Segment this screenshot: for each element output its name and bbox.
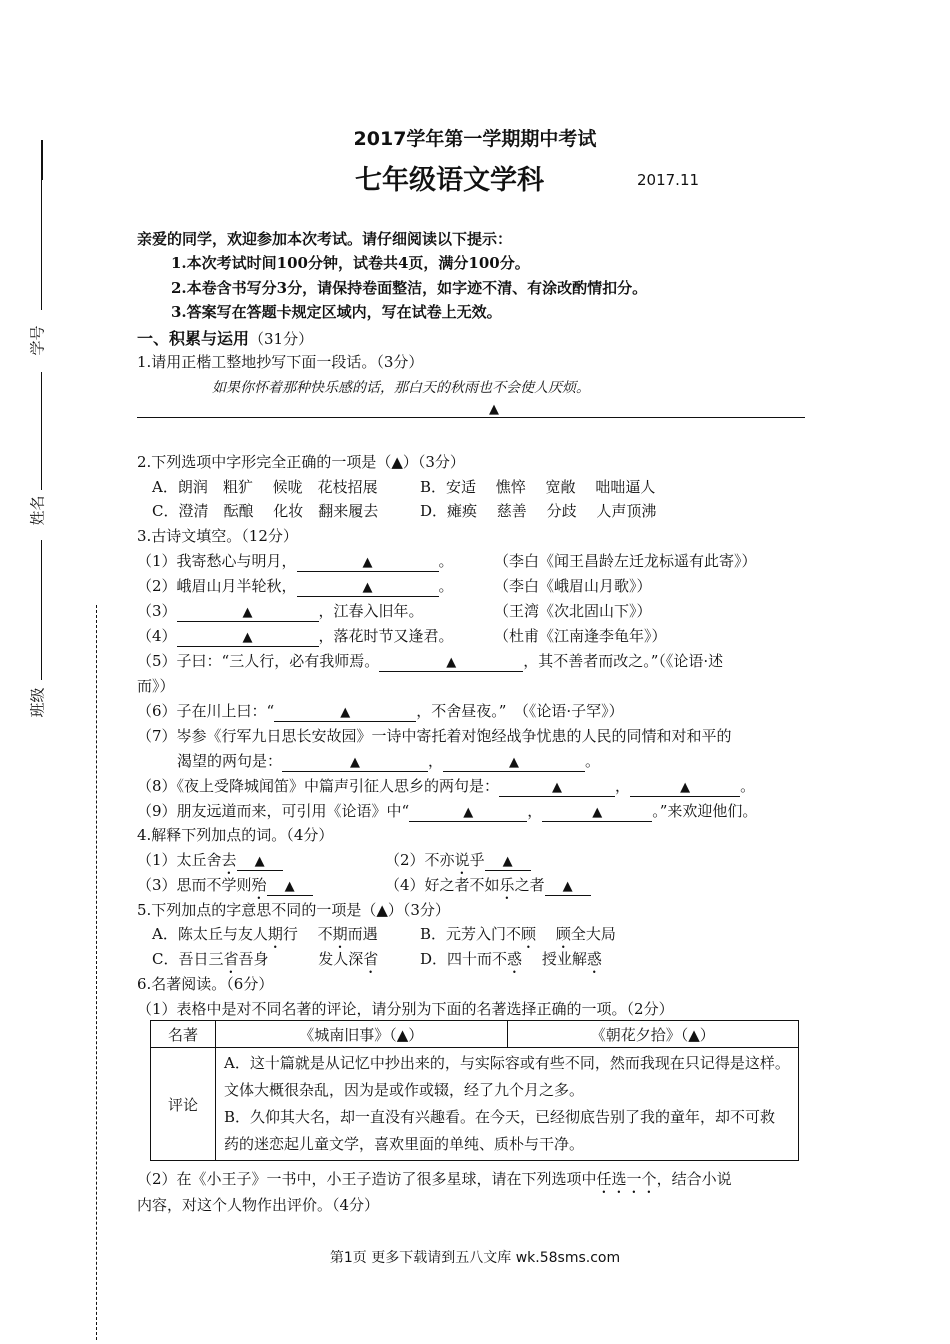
notice-item-1: 1.本次考试时间100分钟，试卷共4页，满分100分。 <box>171 254 530 272</box>
q5-a-1: A．陈太丘与友人 <box>152 925 268 943</box>
q4-item-4-text: （4）好之者不如 <box>385 876 500 894</box>
q3-blank-1 <box>297 553 439 572</box>
q5-d-1: D．四十而不 <box>420 950 508 968</box>
q4-item-2-text-b: 乎 <box>469 851 485 869</box>
q5-b-3: 全大局 <box>570 925 616 943</box>
table-review-cell <box>216 1048 799 1161</box>
binding-dashed-line <box>96 605 97 1340</box>
q4-blank-3-marker: ▲ <box>284 879 295 894</box>
q3-item-1-period: 。 <box>438 552 454 570</box>
q3-blank-1-marker: ▲ <box>362 555 373 570</box>
q5-prompt: 5.下列加点的字意思不同的一项是（▲）（3分） <box>137 901 450 919</box>
q4-item-3-text: （3）思而不学则 <box>137 876 252 894</box>
q3-item-2 <box>137 575 454 597</box>
q3-item-7-comma: ， <box>428 752 444 770</box>
q5-d-dot-1: 惑 <box>507 950 523 968</box>
q6-sub2-text-a: （2）在《小王子》一书中，小王子造访了很多星球，请在下列选项中 <box>137 1170 597 1188</box>
q3-blank-4 <box>177 628 319 647</box>
q5-b-2 <box>536 925 556 943</box>
q3-item-4-text: ，落花时节又逢君。 <box>318 627 454 645</box>
q3-item-5-text-a: （5）子曰：“三人行，必有我师焉。 <box>137 652 380 670</box>
q1-answer-line <box>137 417 805 418</box>
notice-item-3: 3.答案写在答题卡规定区域内，写在试卷上无效。 <box>171 303 502 321</box>
table-row-label: 评论 <box>151 1048 216 1161</box>
q3-item-9-comma: ， <box>527 802 543 820</box>
margin-line-xingming <box>41 372 42 490</box>
q3-blank-8a <box>499 778 615 797</box>
table-header-chengnan: 《城南旧事》（▲） <box>216 1021 508 1048</box>
exam-date: 2017.11 <box>637 171 700 189</box>
q3-item-5 <box>137 650 723 672</box>
q3-item-3-text: ，江春入旧年。 <box>318 602 424 620</box>
exam-title: 2017学年第一学期期中考试 <box>353 128 597 150</box>
q4-blank-2 <box>485 852 531 871</box>
q3-blank-8b-marker: ▲ <box>680 780 691 795</box>
q3-item-9 <box>137 800 757 822</box>
q4-prompt: 4.解释下列加点的词。（4分） <box>137 826 334 844</box>
side-label-banji: 班级 <box>28 687 47 718</box>
q2-option-b: B．安适 憔悴 宽敞 咄咄逼人 <box>420 478 656 496</box>
q5-c-1: C．吾日三 <box>152 950 224 968</box>
q3-item-6-text-b: ，不舍昼夜。” （《论语·子罕》） <box>416 702 624 720</box>
q3-blank-7a <box>282 753 428 772</box>
q3-blank-9b <box>542 803 652 822</box>
q3-item-1 <box>137 550 454 572</box>
q3-item-7-period: 。 <box>585 752 601 770</box>
table-header-zhaohua: 《朝花夕拾》（▲） <box>507 1021 799 1048</box>
q1-copy-text: 如果你怀着那种快乐感的话，那白天的秋雨也不会使人厌烦。 <box>212 380 590 396</box>
section-title <box>137 326 313 349</box>
q5-c-dot-2: 省 <box>363 950 379 968</box>
review-b: B．久仰其大名，却一直没有兴趣看。在今天，已经彻底告别了我的童年，却不可救药的迷恋起儿童文学，喜欢里面的单纯、质朴与干净。 <box>224 1108 776 1153</box>
q3-blank-8a-marker: ▲ <box>552 780 563 795</box>
q3-item-8-period: 。 <box>740 777 756 795</box>
q1-marker: ▲ <box>489 402 499 417</box>
table-header-book: 名著 <box>151 1021 216 1048</box>
q5-b-dot-1: 顾 <box>521 925 537 943</box>
q5-a-3: 而遇 <box>347 925 378 943</box>
q3-item-1-text: （1）我寄愁心与明月， <box>137 552 297 570</box>
q4-blank-4-marker: ▲ <box>562 879 573 894</box>
q3-blank-2-marker: ▲ <box>362 580 373 595</box>
q4-item-4-text-b: 之者 <box>514 876 545 894</box>
q6-sub2-text-b: ，结合小说 <box>656 1170 732 1188</box>
q5-b-1: B．元芳入门不 <box>420 925 522 943</box>
q3-item-4 <box>137 625 454 647</box>
q3-blank-6 <box>274 703 416 722</box>
q3-blank-2 <box>297 578 439 597</box>
notice-intro: 亲爱的同学，欢迎参加本次考试。请仔细阅读以下提示： <box>137 230 513 248</box>
q2-option-d: D．瘫痪 慈善 分歧 人声顶沸 <box>420 502 657 520</box>
q2-option-c: C．澄清 酝酿 化妆 翻来履去 <box>152 502 379 520</box>
q3-item-4-source: （杜甫《江南逢李龟年》） <box>494 627 667 645</box>
q4-blank-1-marker: ▲ <box>254 854 265 869</box>
margin-line-xuehao <box>41 180 42 310</box>
q1-prompt: 1.请用正楷工整地抄写下面一段话。（3分） <box>137 353 424 371</box>
q6-sub2 <box>137 1168 732 1197</box>
q3-item-9-text-b: 。”来欢迎他们。 <box>652 802 758 820</box>
q4-blank-2-marker: ▲ <box>502 854 513 869</box>
q3-item-7: （7）岑参《行军九日思长安故园》一诗中寄托着对饱经战争忧患的人民的同情和对和平的 <box>137 727 732 745</box>
q5-d-2: 授业解 <box>522 950 587 968</box>
q3-blank-3-marker: ▲ <box>242 605 253 620</box>
page-footer: 第1页 更多下载请到五八文库 wk.58sms.com <box>329 1250 621 1266</box>
q5-option-d <box>420 948 602 977</box>
q3-item-4-num: （4） <box>137 627 177 645</box>
q3-item-2-source: （李白《峨眉山月歌》） <box>494 577 652 595</box>
q3-blank-4-marker: ▲ <box>242 630 253 645</box>
q3-item-5-text-b: ，其不善者而改之。”（《论语·述 <box>523 652 724 670</box>
q3-blank-6-marker: ▲ <box>340 705 351 720</box>
side-label-xingming: 姓名 <box>28 495 47 526</box>
notice-item-2: 2.本卷含书写分3分，请保持卷面整洁，如字迹不清、有涂改酌情扣分。 <box>171 279 648 297</box>
side-label-xuehao: 学号 <box>28 325 47 356</box>
q3-blank-5 <box>379 653 523 672</box>
q3-item-7-answer <box>177 750 600 772</box>
q3-item-7-label: 渴望的两句是： <box>177 752 283 770</box>
q5-b-dot-2: 顾 <box>555 925 571 943</box>
q5-c-2: 吾身 发人深 <box>238 950 364 968</box>
section-title-score: （31分） <box>249 330 314 348</box>
q3-item-2-period: 。 <box>438 577 454 595</box>
q4-item-1-dot: 去 <box>221 851 237 869</box>
q3-blank-7b-marker: ▲ <box>509 755 520 770</box>
q6-sub1: （1）表格中是对不同名著的评论，请分别为下面的名著选择正确的一项。（2分） <box>137 1000 674 1018</box>
margin-line-banji <box>41 540 42 680</box>
q3-item-3-num: （3） <box>137 602 177 620</box>
exam-subject: 七年级语文学科 <box>355 165 544 196</box>
q3-item-9-text-a: （9）朋友远道而来，可引用《论语》中“ <box>137 802 410 820</box>
q3-item-6 <box>137 700 624 722</box>
q4-item-1-text: （1）太丘舍 <box>137 851 222 869</box>
q3-item-8-comma: ， <box>615 777 631 795</box>
q6-sub2-dot: 任选一个 <box>596 1170 657 1188</box>
q2-option-a: A．朗润 粗犷 候咙 花枝招展 <box>152 478 378 496</box>
q3-item-8-text: （8）《夜上受降城闻笛》中篇声引征人思乡的两句是： <box>137 777 500 795</box>
q3-blank-9a <box>409 803 527 822</box>
q3-blank-7a-marker: ▲ <box>350 755 361 770</box>
q4-item-2-text: （2）不亦 <box>385 851 455 869</box>
q5-a-2: 行 不 <box>282 925 333 943</box>
q4-item-3-dot: 殆 <box>251 876 267 894</box>
q3-blank-5-marker: ▲ <box>446 655 457 670</box>
q3-item-8 <box>137 775 755 797</box>
q3-item-6-text-a: （6）子在川上曰：“ <box>137 702 275 720</box>
book-review-table <box>150 1020 799 1161</box>
q3-blank-3 <box>177 603 319 622</box>
q3-item-2-text: （2）峨眉山月半轮秋， <box>137 577 297 595</box>
q5-a-dot-1: 期 <box>267 925 283 943</box>
q6-prompt: 6.名著阅读。（6分） <box>137 975 274 993</box>
q5-d-dot-2: 惑 <box>586 950 602 968</box>
q3-item-3-source: （王湾《次北固山下》） <box>494 602 652 620</box>
q6-sub2-cont: 内容，对这个人物作出评价。（4分） <box>137 1196 380 1214</box>
q5-c-dot-1: 省 <box>223 950 239 968</box>
q4-blank-4 <box>545 877 591 896</box>
q3-blank-7b <box>443 753 585 772</box>
q2-prompt: 2.下列选项中字形完全正确的一项是（▲）（3分） <box>137 453 465 471</box>
q4-blank-1 <box>237 852 283 871</box>
review-a: A．这十篇就是从记忆中抄出来的，与实际容或有些不同，然而我现在只记得是这样。文体大概很杂乱，因为是或作或辍，经了九个月之多。 <box>224 1054 790 1099</box>
q3-blank-9b-marker: ▲ <box>592 805 603 820</box>
q3-item-5-cont: 而》） <box>137 677 175 695</box>
section-title-text: 一、积累与运用 <box>137 329 250 348</box>
q3-prompt: 3.古诗文填空。（12分） <box>137 527 298 545</box>
q3-blank-8b <box>630 778 740 797</box>
q4-item-4-dot: 乐 <box>499 876 515 894</box>
q3-item-3 <box>137 600 424 622</box>
q5-a-dot-2: 期 <box>332 925 348 943</box>
q4-blank-3 <box>267 877 313 896</box>
q3-item-1-source: （李白《闻王昌龄左迁龙标遥有此寄》） <box>494 552 757 570</box>
q4-item-2-dot: 说 <box>454 851 470 869</box>
q3-blank-9a-marker: ▲ <box>463 805 474 820</box>
